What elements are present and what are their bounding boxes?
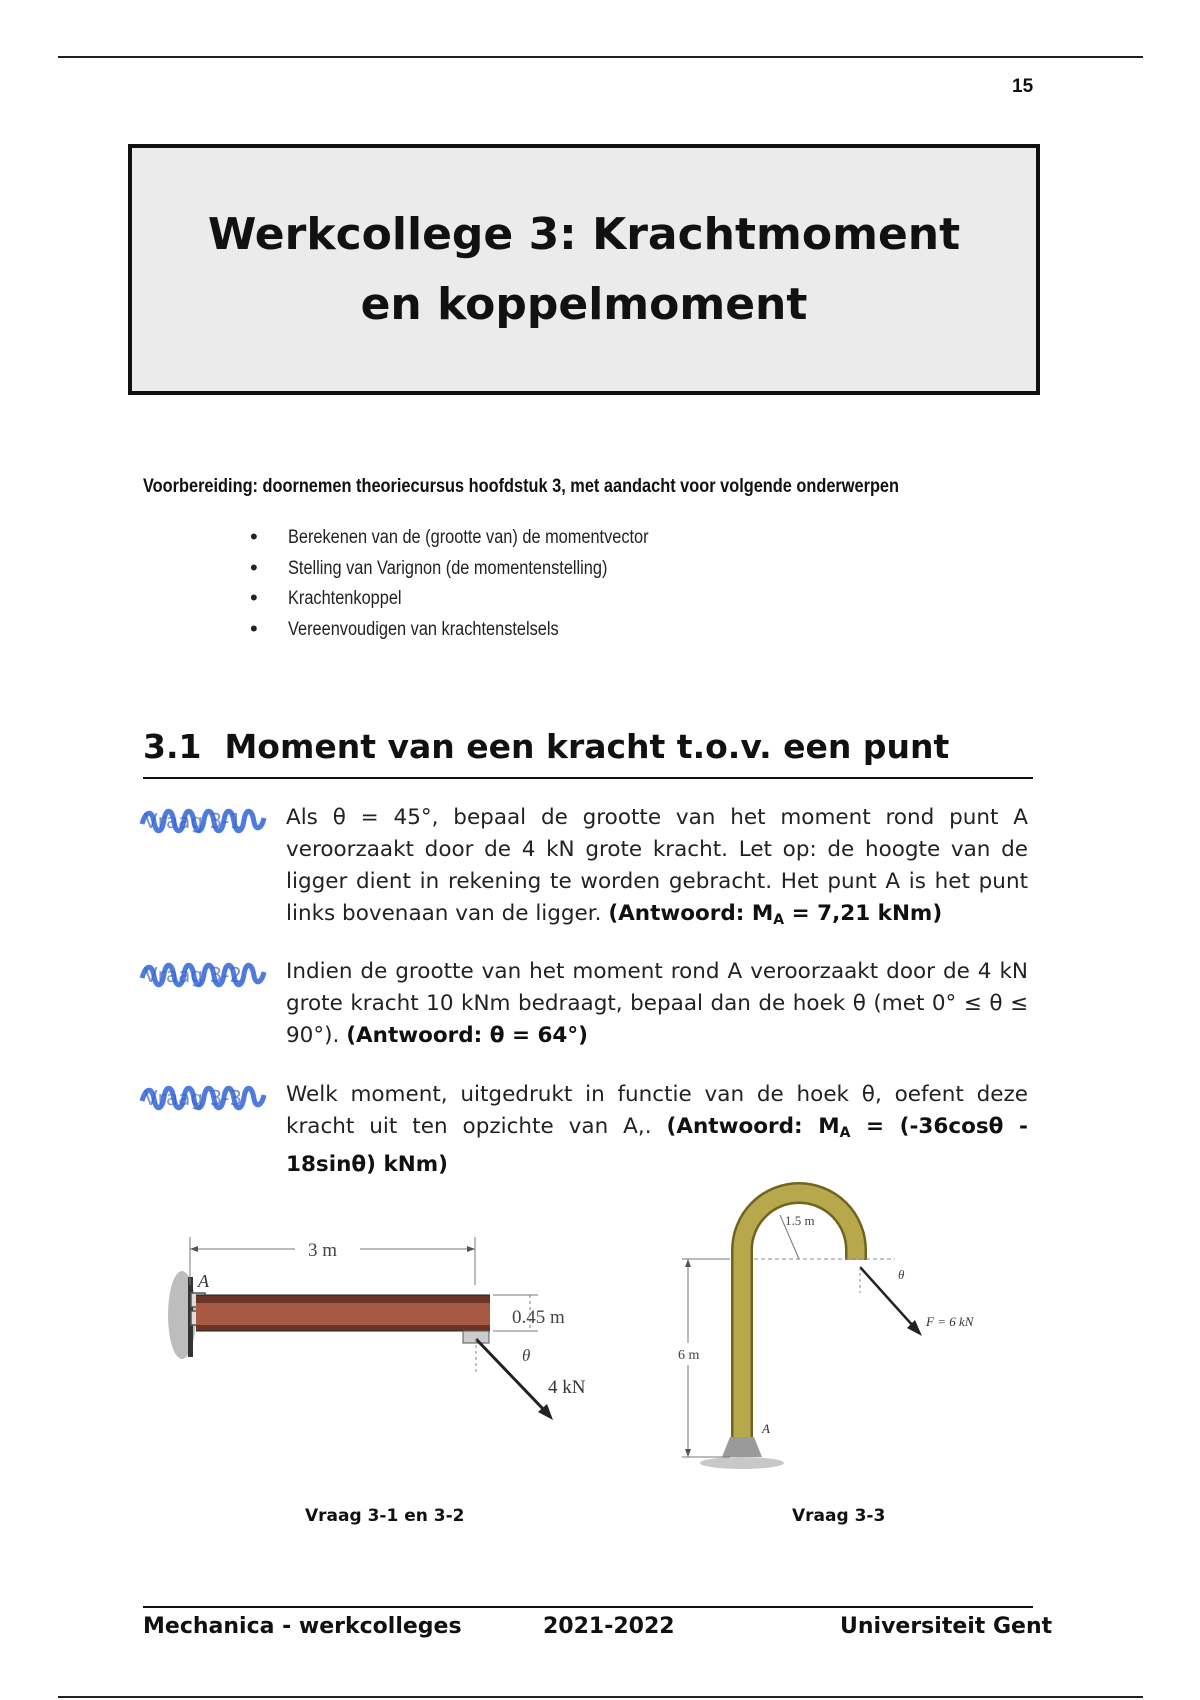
section-number: 3.1 <box>143 727 202 766</box>
angle-label: θ <box>898 1267 905 1282</box>
answer: (Antwoord: θ = 64°) <box>346 1023 588 1048</box>
hook-figure <box>670 1175 1010 1475</box>
question-label-scribbled <box>138 808 268 834</box>
beam-top-flange <box>196 1295 490 1303</box>
question-text: Welk moment, uitgedrukt in functie van de hoek θ, oefent deze kracht uit ten opzichte van A,. (Antwoord: $M_A = (-36\cos\theta - 18\sin\theta)$ kNm) <box>286 1082 1028 1177</box>
question-label-scribbled <box>138 962 268 988</box>
footer-left: Mechanica - werkcolleges <box>143 1614 462 1639</box>
preparation-intro: Voorbereiding: doornemen theoriecursus hoofdstuk 3, met aandacht voor volgende onderwerpen <box>143 476 899 497</box>
answer: (Antwoord: $M_A = (-36\cos\theta - 18\sin\theta)$ kNm) <box>286 1114 1028 1177</box>
hook-rod-outline <box>742 1193 856 1447</box>
question-label-scribbled <box>138 1085 268 1111</box>
scribble-icon <box>138 808 268 834</box>
bullet-icon: • <box>250 524 258 549</box>
force-label: 4 kN <box>548 1377 586 1398</box>
height-label: 0.45 m <box>512 1307 565 1328</box>
bullet-icon: • <box>250 585 258 610</box>
beam-web <box>196 1303 490 1325</box>
force-arrow <box>860 1267 914 1327</box>
header-rule <box>58 56 1143 58</box>
hook-rod <box>742 1193 856 1447</box>
question-label: Vraag 3-1 <box>144 809 243 833</box>
footer-rule <box>143 1606 1033 1608</box>
figure-caption: Vraag 3-1 en 3-2 <box>305 1506 465 1526</box>
height-label: 6 m <box>678 1348 700 1363</box>
section-heading <box>143 727 949 766</box>
angle-label: θ <box>522 1346 531 1365</box>
length-label: 3 m <box>308 1240 338 1261</box>
page-number: 15 <box>1012 76 1034 97</box>
base-support <box>722 1437 762 1457</box>
footer-center: 2021-2022 <box>543 1614 675 1639</box>
section-title: Moment van een kracht t.o.v. een punt <box>224 727 950 766</box>
chapter-title: Werkcollege 3: Krachtmoment en koppelmoment <box>207 208 961 330</box>
bullet-icon: • <box>250 554 258 580</box>
question-label: Vraag 3-2 <box>144 963 243 987</box>
radius-label: 1.5 m <box>785 1213 815 1228</box>
footer-right: Universiteit Gent <box>840 1614 1053 1639</box>
force-arrow <box>476 1339 545 1411</box>
scribble-icon <box>138 1085 268 1111</box>
point-a-label: A <box>762 1421 770 1436</box>
chapter-title-box <box>128 144 1040 395</box>
bullet-icon: • <box>250 615 258 641</box>
question-text: Indien de grootte van het moment rond A veroorzaakt door de 4 kN grote kracht 10 kNm bedraagt, bepaal dan de hoek θ (met 0° ≤ θ ≤ 90°). (Antwoord: θ = 64°) <box>286 959 1028 1048</box>
scribble-icon <box>138 962 268 988</box>
section-rule <box>143 777 1033 779</box>
page-bottom-rule <box>58 1696 1143 1698</box>
figure-caption: Vraag 3-3 <box>792 1506 886 1526</box>
question-text: Als θ = 45°, bepaal de grootte van het moment rond punt A veroorzaakt door de 4 kN grote kracht. Let op: de hoogte van de ligger dient in rekening te worden gebracht. Het punt A is het punt links bovenaan van de ligger. (Antwoord: $M_A = 7,21$ kNm) <box>286 805 1028 928</box>
question-label: Vraag 3-3 <box>144 1086 243 1110</box>
force-label: F = 6 kN <box>926 1314 974 1329</box>
beam-figure <box>160 1225 610 1440</box>
point-a-label: A <box>198 1271 209 1291</box>
answer: (Antwoord: $M_A = 7,21$ kNm) <box>608 901 943 928</box>
beam-bottom-flange <box>196 1325 490 1331</box>
